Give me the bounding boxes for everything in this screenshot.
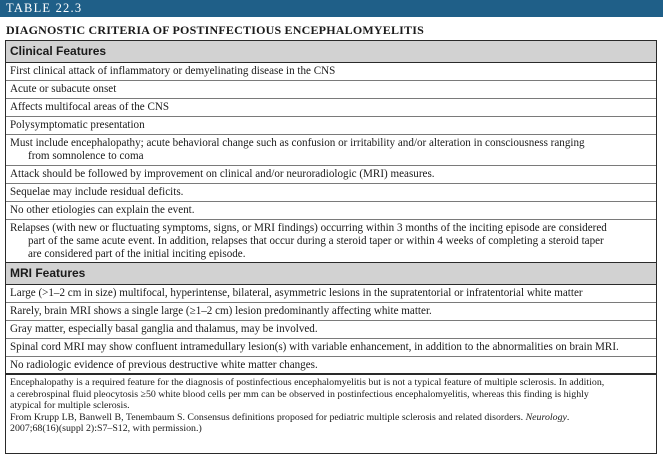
clinical-row	[6, 135, 656, 166]
clinical-row-text: Attack should be followed by improvement on clinical and/or neuroradiologic (MRI) measures.	[10, 168, 435, 180]
clinical-row-text: First clinical attack of inflammatory or demyelinating disease in the CNS	[10, 65, 336, 77]
clinical-row	[6, 202, 656, 220]
clinical-features-section	[5, 40, 657, 264]
clinical-row-text-cont: part of the same acute event. In addition, relapses that occur during a steroid taper or within 4 weeks of completing a steroid taper	[28, 235, 604, 247]
mri-row-text: Spinal cord MRI may show confluent intramedullary lesion(s) with variable enhancement, in addition to the abnormalities on brain MRI.	[10, 341, 619, 353]
mri-row-text: Gray matter, especially basal ganglia and thalamus, may be involved.	[10, 323, 318, 335]
clinical-row-text: Must include encephalopathy; acute behavioral change such as confusion or irritability and/or alteration in consciousness ranging	[10, 137, 585, 149]
clinical-features-header: Clinical Features	[6, 41, 656, 63]
table-footnote	[5, 373, 657, 454]
footnote-source	[10, 412, 650, 424]
clinical-row-text: Acute or subacute onset	[10, 83, 117, 95]
footnote-source-cont: 2007;68(16)(suppl 2):S7–S12, with permission.)	[10, 423, 202, 435]
clinical-row-text-cont: from somnolence to coma	[28, 150, 144, 162]
source-journal: Neurology	[525, 411, 567, 423]
mri-row	[6, 303, 656, 321]
clinical-row-text: Relapses (with new or fluctuating symptoms, signs, or MRI findings) occurring within 3 months of the inciting episode are considered	[10, 222, 607, 234]
clinical-row	[6, 81, 656, 99]
mri-row	[6, 339, 656, 357]
mri-features-section	[5, 262, 657, 375]
mri-row-text: Rarely, brain MRI shows a single large (≥1–2 cm) lesion predominantly affecting white matter.	[10, 305, 432, 317]
clinical-row	[6, 63, 656, 81]
footnote-line: Encephalopathy is a required feature for the diagnosis of postinfectious encephalomyelitis but is not a typical feature of multiple sclerosis. In addition,	[10, 377, 605, 388]
source-text: From Krupp LB, Banwell B, Tenembaum S. Consensus definitions proposed for pediatric multiple sclerosis and related disorders.	[10, 411, 526, 423]
clinical-row	[6, 117, 656, 135]
table-label: TABLE 22.3	[0, 0, 663, 17]
clinical-row	[6, 220, 656, 263]
clinical-row-text: No other etiologies can explain the event.	[10, 204, 195, 216]
clinical-row	[6, 99, 656, 117]
clinical-row	[6, 166, 656, 184]
clinical-row-text: Polysymptomatic presentation	[10, 119, 145, 131]
mri-row-text: Large (>1–2 cm in size) multifocal, hyperintense, bilateral, asymmetric lesions in the supratentorial or infratentorial white matter	[10, 287, 583, 299]
clinical-row-text-cont: are considered part of the initial inciting episode.	[28, 248, 246, 260]
mri-row	[6, 321, 656, 339]
footnote-line: a cerebrospinal fluid pleocytosis ≥50 white blood cells per mm can be observed in postinfectious encephalomyelitis, whereas this finding is highly	[10, 388, 589, 400]
source-text-end: .	[566, 411, 570, 423]
footnote-line: atypical for multiple sclerosis.	[10, 400, 130, 412]
clinical-row-text: Sequelae may include residual deficits.	[10, 186, 184, 198]
table-title: DIAGNOSTIC CRITERIA OF POSTINFECTIOUS ENCEPHALOMYELITIS	[6, 23, 424, 37]
clinical-row-text: Affects multifocal areas of the CNS	[10, 101, 170, 113]
clinical-row	[6, 184, 656, 202]
mri-row-text: No radiologic evidence of previous destructive white matter changes.	[10, 359, 318, 371]
mri-row	[6, 285, 656, 303]
mri-row	[6, 357, 656, 374]
mri-features-header: MRI Features	[6, 263, 656, 285]
